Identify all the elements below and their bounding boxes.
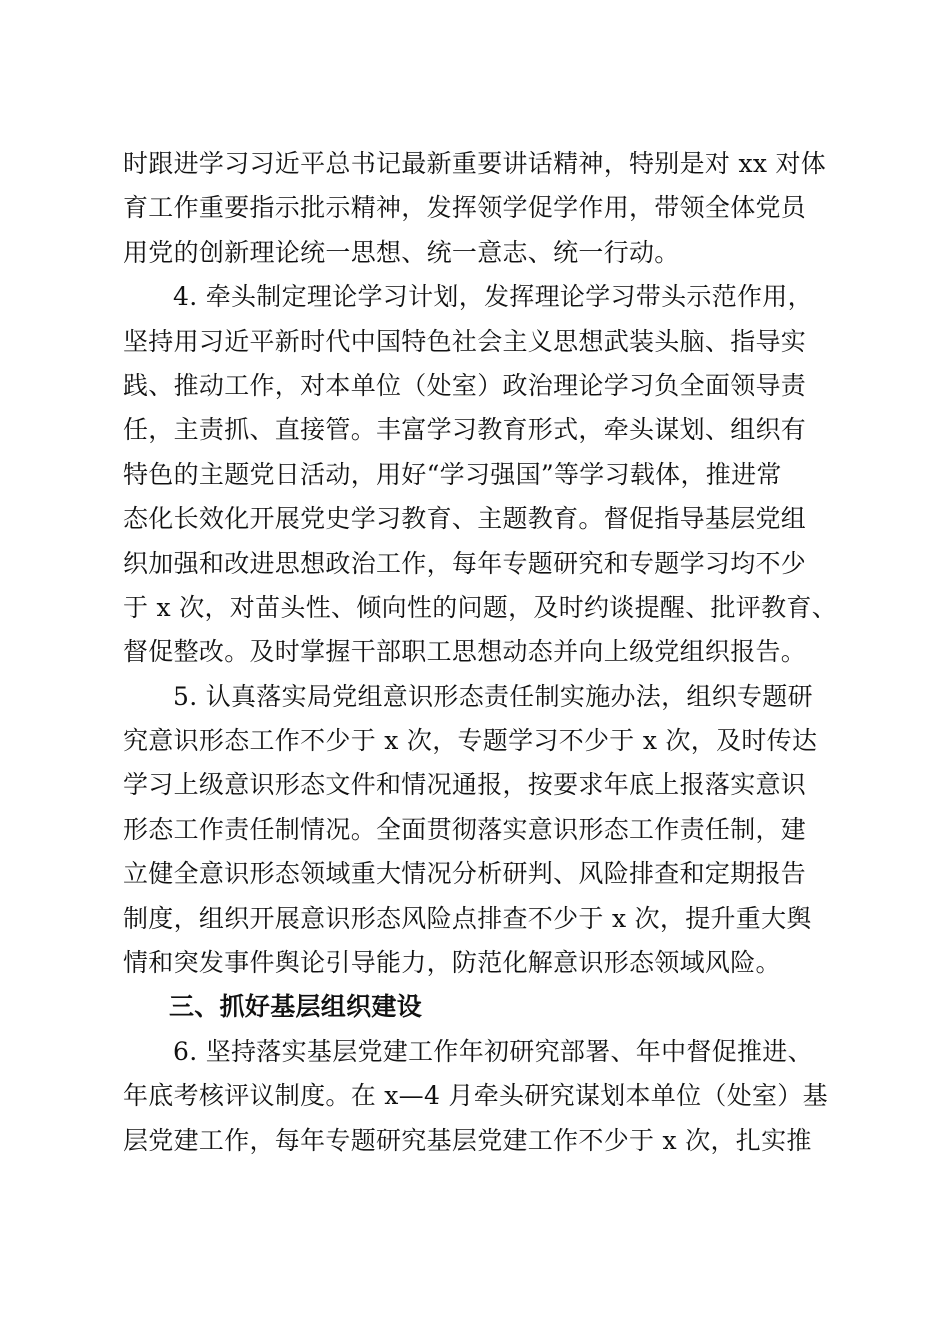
text-line: 于 x 次，对苗头性、倾向性的问题，及时约谈提醒、批评教育、 (123, 592, 837, 622)
text-line: 情和突发事件舆论引导能力，防范化解意识形态领域风险。 (123, 948, 781, 978)
text-line: 制度，组织开展意识形态风险点排查不少于 x 次，提升重大舆 (123, 903, 812, 933)
text-line: 任，主责抓、直接管。丰富学习教育形式，牵头谋划、组织有 (123, 415, 807, 445)
text-line: 育工作重要指示批示精神，发挥领学促学作用，带领全体党员 (123, 193, 807, 223)
text-line: 学习上级意识形态文件和情况通报，按要求年底上报落实意识 (123, 770, 807, 800)
text-line: 形态工作责任制情况。全面贯彻落实意识形态工作责任制，建 (123, 814, 807, 844)
paragraph-4-start: 4. 牵头制定理论学习计划，发挥理论学习带头示范作用， (173, 282, 813, 312)
text-line: 究意识形态工作不少于 x 次，专题学习不少于 x 次，及时传达 (123, 726, 818, 756)
section-heading: 三、抓好基层组织建设 (169, 992, 423, 1022)
text-line: 特色的主题党日活动，用好“学习强国”等学习载体，推进常 (123, 459, 782, 489)
text-line: 时跟进学习习近平总书记最新重要讲话精神，特别是对 xx 对体 (123, 149, 827, 178)
text-line: 织加强和改进思想政治工作，每年专题研究和专题学习均不少 (123, 548, 807, 578)
text-line: 层党建工作，每年专题研究基层党建工作不少于 x 次，扎实推 (123, 1125, 812, 1155)
paragraph-6-start: 6. 坚持落实基层党建工作年初研究部署、年中督促推进、 (173, 1036, 813, 1066)
text-line: 态化长效化开展党史学习教育、主题教育。督促指导基层党组 (123, 504, 807, 534)
text-line: 督促整改。及时掌握干部职工思想动态并向上级党组织报告。 (123, 637, 807, 667)
text-line: 用党的创新理论统一思想、统一意志、统一行动。 (123, 237, 680, 267)
text-line: 立健全意识形态领域重大情况分析研判、风险排查和定期报告 (123, 859, 807, 889)
paragraph-5-start: 5. 认真落实局党组意识形态责任制实施办法，组织专题研 (173, 681, 813, 711)
text-line: 坚持用习近平新时代中国特色社会主义思想武装头脑、指导实 (123, 326, 807, 356)
document-body (123, 142, 843, 1163)
text-line: 践、推动工作，对本单位（处室）政治理论学习负全面领导责 (123, 370, 807, 400)
text-line: 年底考核评议制度。在 x—4 月牵头研究谋划本单位（处室）基 (123, 1081, 828, 1111)
